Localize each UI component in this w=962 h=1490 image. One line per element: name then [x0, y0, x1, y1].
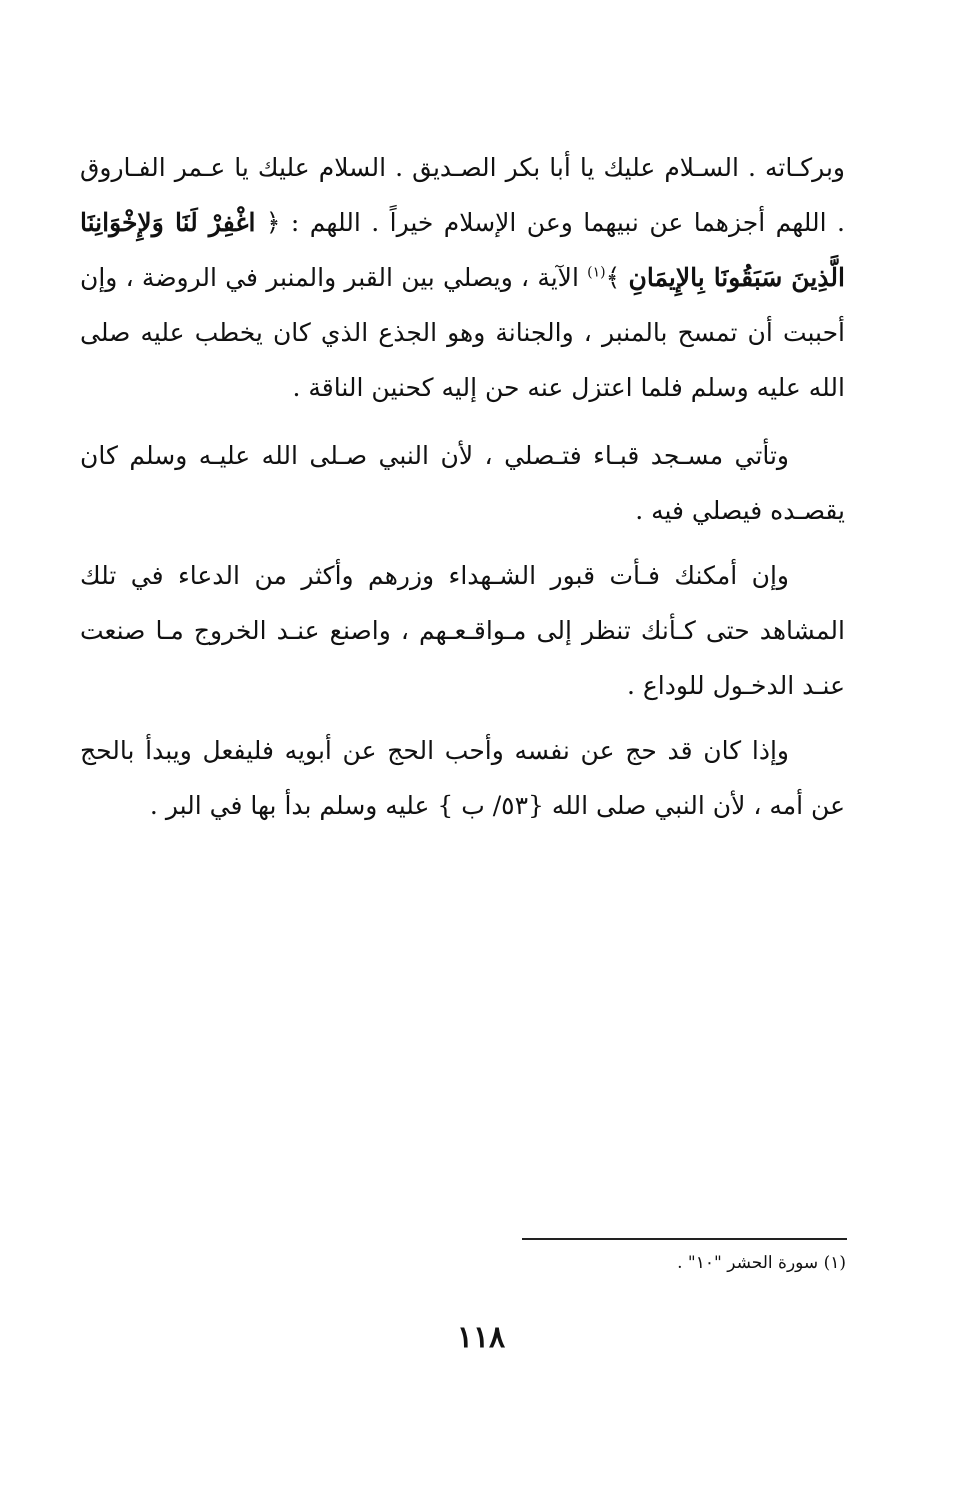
paragraph-3-text: وإن أمكنك فـأت قبور الشـهداء وزرهم وأكثر من الدعاء في تلك المشاهد حتى كـأنك تنظر إلى مـواقـعـهم ، واصنع عنـد الخروج مـا صنعت عنـد الدخـول للوداع . [80, 561, 845, 700]
paragraph-1-text-before: وبركـاته . السـلام عليك يا أبا بكر الصـديق . السلام عليك يا عـمر الفـاروق . اللهم أجزهما عن نبيهما وعن الإسلام خيراً . اللهم : ﴿ [80, 153, 845, 237]
verse-closing-bracket: ﴾ [605, 263, 629, 292]
quran-verse: اغْفِرْ لَنَا وَلإِخْوَانِنَا الَّذِينَ سَبَقُونَا بِالإِيمَانِ [80, 208, 845, 292]
footnote: (١) سورة الحشر "١٠" . [677, 1253, 846, 1273]
paragraph-1 [80, 140, 845, 415]
footnote-separator [522, 1238, 847, 1240]
paragraph-2 [80, 428, 845, 538]
paragraph-3 [80, 548, 845, 713]
paragraph-4 [80, 723, 845, 833]
page-number: ١١٨ [456, 1320, 506, 1355]
footnote-reference[interactable]: (١) [587, 264, 606, 281]
paragraph-2-text: وتأتي مسـجد قبـاء فتـصلي ، لأن النبي صـلى الله عليـه وسلم كان يقصـده فيصلي فيه . [80, 441, 845, 525]
paragraph-1-text-after: الآية ، ويصلي بين القبر والمنبر في الروضة ، وإن أحببت أن تمسح بالمنبر ، والجنانة وهو الجذع الذي كان يخطب عليه صلى الله عليه وسلم فلما اعتزل عنه حن إليه كحنين الناقة . [80, 263, 845, 402]
paragraph-4-text: وإذا كان قد حج عن نفسه وأحب الحج عن أبويه فليفعل ويبدأ بالحج عن أمه ، لأن النبي صلى الله {٥٣/ ب } عليه وسلم بدأ بها في البر . [80, 736, 845, 820]
